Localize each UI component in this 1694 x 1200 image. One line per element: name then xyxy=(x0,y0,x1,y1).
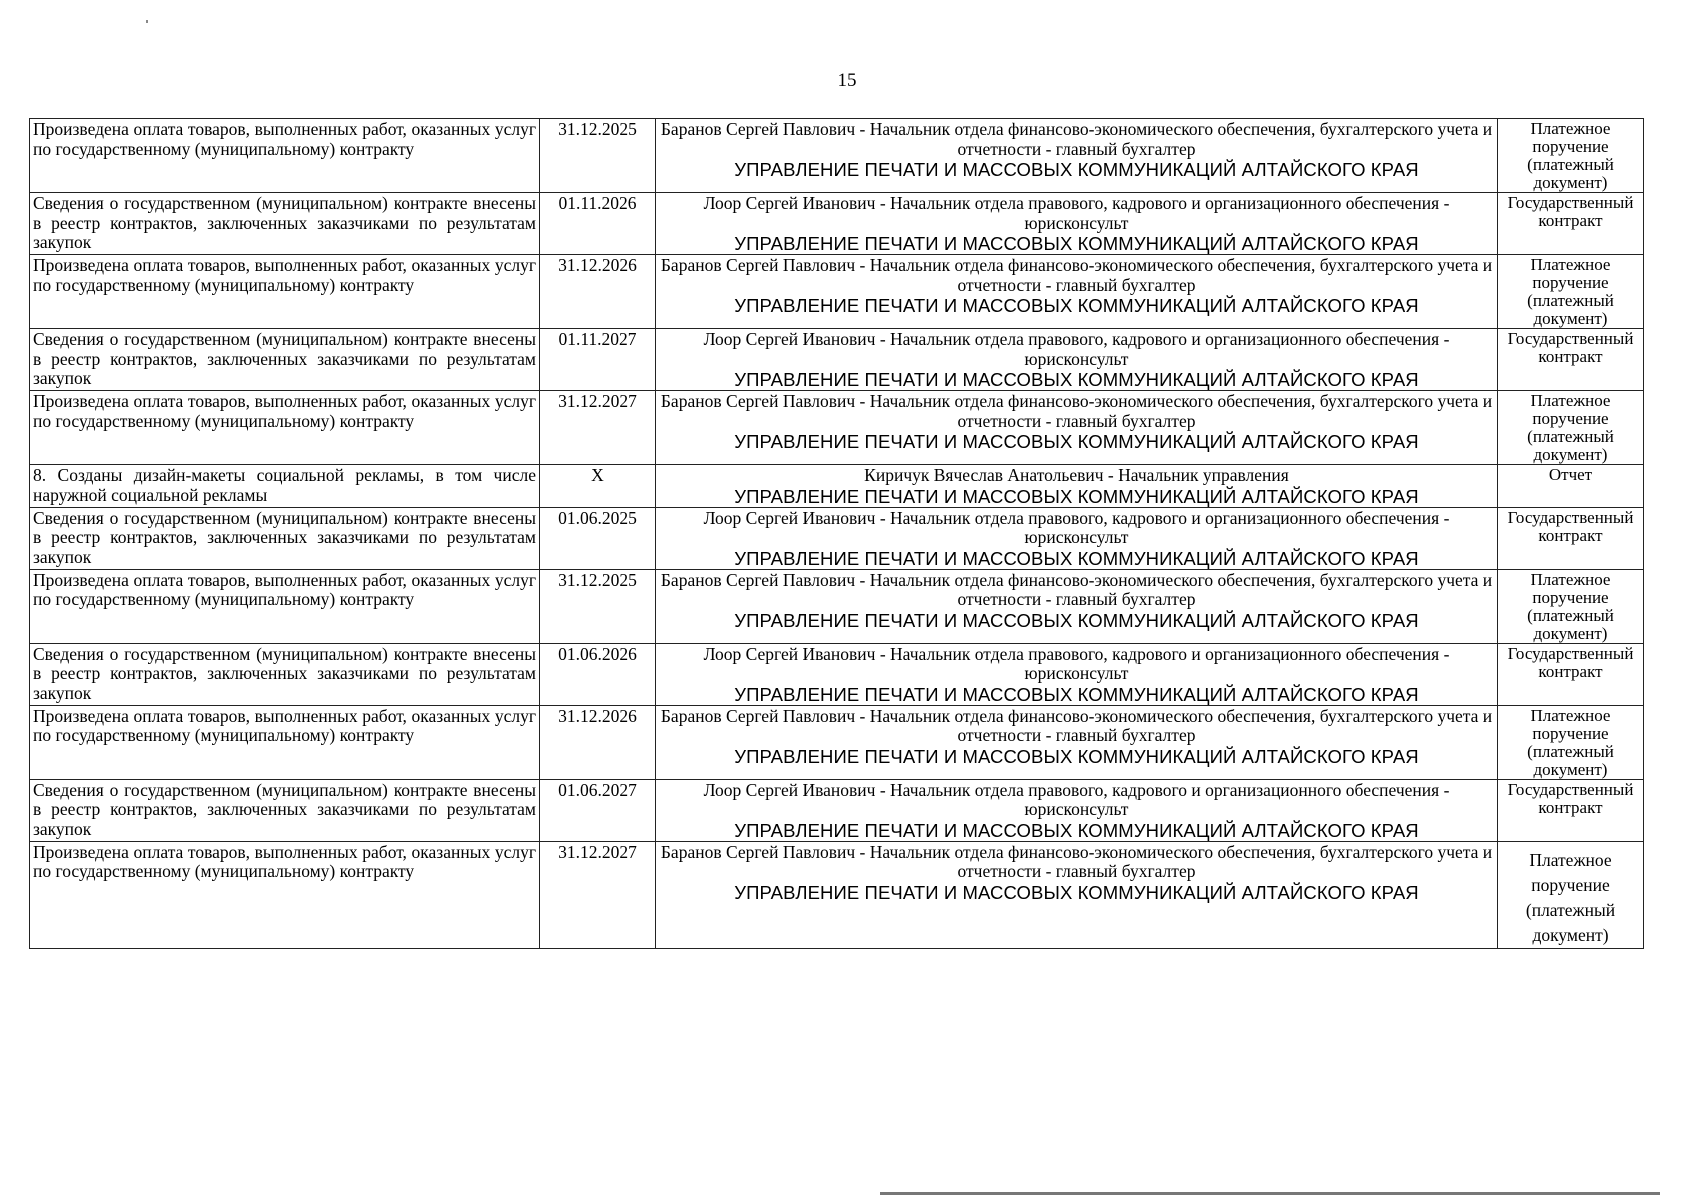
responsible-person: Баранов Сергей Павлович - Начальник отдела финансово-экономического обеспечения, бухгалтерского учета и отчетности - главный бухгалтер xyxy=(660,255,1493,295)
document-cell: Платежное поручение (платежный документ) xyxy=(1498,119,1644,193)
table-row xyxy=(30,193,1644,255)
responsible-person: Киричук Вячеслав Анатольевич - Начальник управления xyxy=(864,465,1289,485)
responsible-person: Баранов Сергей Павлович - Начальник отдела финансово-экономического обеспечения, бухгалтерского учета и отчетности - главный бухгалтер xyxy=(660,841,1493,881)
date-cell: 31.12.2025 xyxy=(540,119,656,193)
organization-name: УПРАВЛЕНИЕ ПЕЧАТИ И МАССОВЫХ КОММУНИКАЦИЙ АЛТАЙСКОГО КРАЯ xyxy=(734,547,1419,569)
date-cell: 31.12.2027 xyxy=(540,841,656,948)
document-cell: Платежное поручение (платежный документ) xyxy=(1498,255,1644,329)
table-row xyxy=(30,119,1644,193)
organization-name: УПРАВЛЕНИЕ ПЕЧАТИ И МАССОВЫХ КОММУНИКАЦИЙ АЛТАЙСКОГО КРАЯ xyxy=(734,233,1419,254)
responsible-cell xyxy=(656,193,1498,255)
document-cell: Государственный контракт xyxy=(1498,643,1644,705)
responsible-cell xyxy=(656,841,1498,948)
responsible-person: Лоор Сергей Иванович - Начальник отдела правового, кадрового и организационного обеспечения - юрисконсульт xyxy=(703,329,1450,369)
organization-name: УПРАВЛЕНИЕ ПЕЧАТИ И МАССОВЫХ КОММУНИКАЦИЙ АЛТАЙСКОГО КРАЯ xyxy=(734,159,1419,180)
date-cell: 31.12.2026 xyxy=(540,705,656,779)
responsible-person: Баранов Сергей Павлович - Начальник отдела финансово-экономического обеспечения, бухгалтерского учета и отчетности - главный бухгалтер xyxy=(660,569,1493,609)
date-cell: 31.12.2026 xyxy=(540,255,656,329)
responsible-cell xyxy=(656,569,1498,643)
table-row xyxy=(30,329,1644,391)
event-cell: Произведена оплата товаров, выполненных работ, оказанных услуг по государственному (муниципальному) контракту xyxy=(30,391,540,465)
event-cell: Сведения о государственном (муниципальном) контракте внесены в реестр контрактов, заключенных заказчиками по результатам закупок xyxy=(30,507,540,569)
organization-name: УПРАВЛЕНИЕ ПЕЧАТИ И МАССОВЫХ КОММУНИКАЦИЙ АЛТАЙСКОГО КРАЯ xyxy=(734,485,1419,507)
responsible-person: Лоор Сергей Иванович - Начальник отдела правового, кадрового и организационного обеспечения - юрисконсульт xyxy=(703,507,1450,547)
table-row xyxy=(30,391,1644,465)
organization-name: УПРАВЛЕНИЕ ПЕЧАТИ И МАССОВЫХ КОММУНИКАЦИЙ АЛТАЙСКОГО КРАЯ xyxy=(734,683,1419,705)
table-row xyxy=(30,569,1644,643)
document-cell: Платежное поручение (платежный документ) xyxy=(1498,841,1644,948)
document-cell: Государственный контракт xyxy=(1498,779,1644,841)
date-cell: 01.11.2026 xyxy=(540,193,656,255)
event-cell: Сведения о государственном (муниципальном) контракте внесены в реестр контрактов, заключенных заказчиками по результатам закупок xyxy=(30,779,540,841)
event-cell: Произведена оплата товаров, выполненных работ, оказанных услуг по государственному (муниципальному) контракту xyxy=(30,569,540,643)
event-cell: 8. Созданы дизайн-макеты социальной рекламы, в том числе наружной социальной рекламы xyxy=(30,465,540,508)
document-cell: Платежное поручение (платежный документ) xyxy=(1498,391,1644,465)
control-points-table xyxy=(29,118,1644,949)
date-cell: 31.12.2027 xyxy=(540,391,656,465)
organization-name: УПРАВЛЕНИЕ ПЕЧАТИ И МАССОВЫХ КОММУНИКАЦИЙ АЛТАЙСКОГО КРАЯ xyxy=(734,431,1419,452)
table-row xyxy=(30,779,1644,841)
organization-name: УПРАВЛЕНИЕ ПЕЧАТИ И МАССОВЫХ КОММУНИКАЦИЙ АЛТАЙСКОГО КРАЯ xyxy=(734,295,1419,316)
table-row xyxy=(30,705,1644,779)
page-number: 15 xyxy=(837,70,857,91)
responsible-cell xyxy=(656,255,1498,329)
document-cell: Отчет xyxy=(1498,465,1644,508)
event-cell: Произведена оплата товаров, выполненных работ, оказанных услуг по государственному (муниципальному) контракту xyxy=(30,841,540,948)
organization-name: УПРАВЛЕНИЕ ПЕЧАТИ И МАССОВЫХ КОММУНИКАЦИЙ АЛТАЙСКОГО КРАЯ xyxy=(734,609,1419,631)
responsible-person: Баранов Сергей Павлович - Начальник отдела финансово-экономического обеспечения, бухгалтерского учета и отчетности - главный бухгалтер xyxy=(660,705,1493,745)
document-cell: Платежное поручение (платежный документ) xyxy=(1498,569,1644,643)
date-cell: 01.06.2025 xyxy=(540,507,656,569)
date-cell: X xyxy=(540,465,656,508)
organization-name: УПРАВЛЕНИЕ ПЕЧАТИ И МАССОВЫХ КОММУНИКАЦИЙ АЛТАЙСКОГО КРАЯ xyxy=(734,369,1419,390)
table-row xyxy=(30,255,1644,329)
responsible-person: Лоор Сергей Иванович - Начальник отдела правового, кадрового и организационного обеспечения - юрисконсульт xyxy=(703,643,1450,683)
date-cell: 31.12.2025 xyxy=(540,569,656,643)
responsible-cell xyxy=(656,465,1498,508)
document-cell: Государственный контракт xyxy=(1498,193,1644,255)
event-cell: Произведена оплата товаров, выполненных работ, оказанных услуг по государственному (муниципальному) контракту xyxy=(30,705,540,779)
responsible-person: Баранов Сергей Павлович - Начальник отдела финансово-экономического обеспечения, бухгалтерского учета и отчетности - главный бухгалтер xyxy=(660,391,1493,431)
date-cell: 01.11.2027 xyxy=(540,329,656,391)
responsible-cell xyxy=(656,705,1498,779)
responsible-person: Баранов Сергей Павлович - Начальник отдела финансово-экономического обеспечения, бухгалтерского учета и отчетности - главный бухгалтер xyxy=(660,119,1493,159)
responsible-person: Лоор Сергей Иванович - Начальник отдела правового, кадрового и организационного обеспечения - юрисконсульт xyxy=(703,193,1450,233)
event-cell: Сведения о государственном (муниципальном) контракте внесены в реестр контрактов, заключенных заказчиками по результатам закупок xyxy=(30,329,540,391)
event-cell: Сведения о государственном (муниципальном) контракте внесены в реестр контрактов, заключенных заказчиками по результатам закупок xyxy=(30,643,540,705)
responsible-cell xyxy=(656,329,1498,391)
document-cell: Платежное поручение (платежный документ) xyxy=(1498,705,1644,779)
date-cell: 01.06.2026 xyxy=(540,643,656,705)
scan-artifact-line xyxy=(880,1192,1660,1195)
document-cell: Государственный контракт xyxy=(1498,329,1644,391)
event-cell: Произведена оплата товаров, выполненных работ, оказанных услуг по государственному (муниципальному) контракту xyxy=(30,119,540,193)
responsible-cell xyxy=(656,391,1498,465)
responsible-cell xyxy=(656,779,1498,841)
responsible-cell xyxy=(656,507,1498,569)
table-row xyxy=(30,507,1644,569)
table-body xyxy=(30,119,1644,949)
document-cell: Государственный контракт xyxy=(1498,507,1644,569)
table-row xyxy=(30,465,1644,508)
date-cell: 01.06.2027 xyxy=(540,779,656,841)
scan-artifact-dot xyxy=(146,20,148,23)
table-row xyxy=(30,841,1644,948)
event-cell: Произведена оплата товаров, выполненных работ, оказанных услуг по государственному (муниципальному) контракту xyxy=(30,255,540,329)
responsible-person: Лоор Сергей Иванович - Начальник отдела правового, кадрового и организационного обеспечения - юрисконсульт xyxy=(703,779,1450,819)
organization-name: УПРАВЛЕНИЕ ПЕЧАТИ И МАССОВЫХ КОММУНИКАЦИЙ АЛТАЙСКОГО КРАЯ xyxy=(734,745,1419,767)
responsible-cell xyxy=(656,643,1498,705)
event-cell: Сведения о государственном (муниципальном) контракте внесены в реестр контрактов, заключенных заказчиками по результатам закупок xyxy=(30,193,540,255)
organization-name: УПРАВЛЕНИЕ ПЕЧАТИ И МАССОВЫХ КОММУНИКАЦИЙ АЛТАЙСКОГО КРАЯ xyxy=(734,819,1419,841)
organization-name: УПРАВЛЕНИЕ ПЕЧАТИ И МАССОВЫХ КОММУНИКАЦИЙ АЛТАЙСКОГО КРАЯ xyxy=(734,881,1419,903)
table-row xyxy=(30,643,1644,705)
responsible-cell xyxy=(656,119,1498,193)
